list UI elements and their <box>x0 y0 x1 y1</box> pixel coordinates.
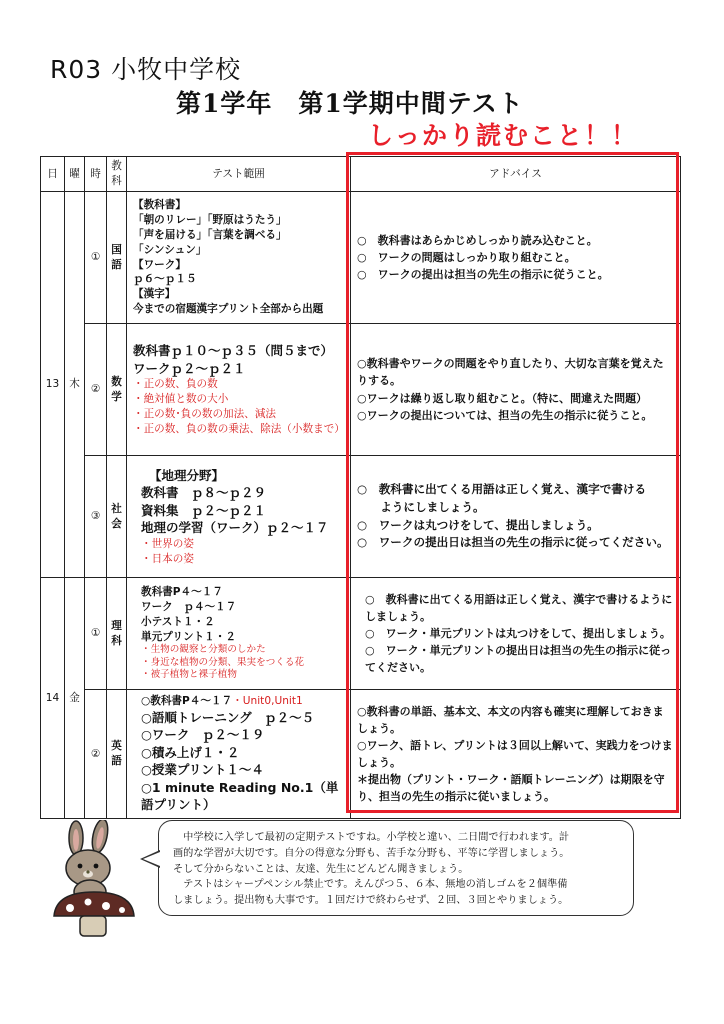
advice-line: ○ ワーク・単元プリントは丸つけをして、提出しましょう。 <box>365 626 671 640</box>
range-line: 地理の学習（ワーク）ｐ２～１７ <box>141 520 329 536</box>
advice-line: ○教科書の単語、基本文、本文の内容も確実に理解しておきましょう。 <box>357 704 664 735</box>
range-line: ワークｐ２～ｐ２１ <box>133 360 246 376</box>
header-day: 日 <box>41 157 65 192</box>
subject-cell <box>107 192 127 324</box>
range-line: 教科書ｐ１０～ｐ３５（問５まで） <box>133 343 334 359</box>
schedule-table <box>40 156 681 819</box>
period-cell: ② <box>85 690 107 819</box>
range-line: 小テスト１・２ <box>141 615 215 628</box>
range-cell <box>127 690 351 819</box>
range-topic: ・日本の姿 <box>141 552 194 565</box>
table-row <box>41 192 681 324</box>
range-topic: ・絶対値と数の大小 <box>133 393 229 406</box>
advice-line: ○ ワークは丸つけをして、提出しましょう。 <box>357 517 599 532</box>
advice-line: ようにしましょう。 <box>357 499 485 514</box>
range-line: 教科書P４～１７ <box>141 586 223 599</box>
range-line: 【ワーク】 <box>133 258 186 271</box>
period-cell: ② <box>85 324 107 456</box>
advice-line: ＊提出物（プリント・ワーク・語順トレーニング）は期限を守り、担当の先生の指示に従いましょう。 <box>357 772 665 803</box>
range-cell <box>127 578 351 690</box>
table-row <box>41 456 681 578</box>
range-topic: ・生物の観察と分類のしかた <box>141 644 266 656</box>
advice-line: ○ 教科書に出てくる用語は正しく覚え、漢字で書けるようにしましょう。 <box>365 592 673 623</box>
range-cell <box>127 324 351 456</box>
header-subject <box>107 157 127 192</box>
subject-text: 社会 <box>111 502 122 530</box>
range-line: 「朝のリレー」「野原はうたう」 <box>133 214 287 227</box>
range-line: 【漢字】 <box>133 288 176 301</box>
range-line: ○1 minute Reading No.1（単語プリント） <box>141 779 339 813</box>
message-line: しましょう。提出物も大事です。１回だけで終わらせず、２回、３回とやりましょう。 <box>173 895 569 907</box>
weekday-cell: 金 <box>65 578 85 819</box>
header-advice: アドバイス <box>351 157 681 192</box>
advice-line: ○ワークの提出については、担当の先生の指示に従うこと。 <box>357 408 653 422</box>
subject-text: 数学 <box>111 375 122 403</box>
range-cell <box>127 192 351 324</box>
period-cell: ③ <box>85 456 107 578</box>
range-line <box>141 694 344 709</box>
advice-line: ○ ワーク・単元プリントの提出日は担当の先生の指示に従ってください。 <box>365 644 672 675</box>
speech-bubble-tail-fill <box>143 852 160 866</box>
message-line: 画的な学習が大切です。自分の得意な分野も、苦手な分野も、平等に学習しましょう。 <box>173 847 570 859</box>
range-line: ○積み上げ１・２ <box>141 744 240 760</box>
range-line: ○ワーク ｐ２～１９ <box>141 727 265 743</box>
range-line: 単元プリント１・２ <box>141 630 236 643</box>
subject-cell <box>107 324 127 456</box>
header-range: テスト範囲 <box>127 157 351 192</box>
range-line: 「声を届ける」「言葉を調べる」 <box>133 228 287 241</box>
range-line: ワーク ｐ４～１７ <box>141 600 237 613</box>
range-line: 【地理分野】 <box>149 467 225 483</box>
advice-line: ○ ワークの提出日は担当の先生の指示に従ってください。 <box>357 535 669 550</box>
advice-line: ○教科書やワークの問題をやり直したり、大切な言葉を覚えたりする。 <box>357 357 664 388</box>
header-period: 時 <box>85 157 107 192</box>
weekday-cell: 木 <box>65 192 85 578</box>
message-line: そして分からないことは、友達、先生にどんどん聞きましょう。 <box>173 863 469 875</box>
period-cell: ① <box>85 578 107 690</box>
range-text: ○教科書P４～１７ <box>141 695 233 707</box>
table-row <box>41 690 681 819</box>
advice-line: ○ 教科書に出てくる用語は正しく覚え、漢字で書ける <box>357 481 647 496</box>
subject-cell <box>107 578 127 690</box>
range-line: 「シンシュン」 <box>133 243 207 256</box>
subject-cell <box>107 456 127 578</box>
message-line: テストはシャープペンシル禁止です。えんぴつ５、６本、無地の消しゴムを２個準備 <box>173 879 568 891</box>
range-line: 教科書 ｐ８～ｐ２９ <box>141 485 267 501</box>
range-topic: ・Unit0,Unit1 <box>232 695 303 707</box>
range-line: ｐ６～ｐ１５ <box>133 273 197 286</box>
range-topic: ・正の数･負の数の加法、減法 <box>133 408 277 420</box>
message-line: 中学校に入学して最初の定期テストですね。小学校と違い、二日間で行われます。計 <box>173 832 570 843</box>
advice-line: ○ワーク、語トレ、プリントは３回以上解いて、実践力をつけましょう。 <box>357 738 673 769</box>
range-line: ○授業プリント１～４ <box>141 762 264 778</box>
rabbit-mascot-icon <box>48 820 140 940</box>
table-header-row <box>41 157 681 192</box>
advice-cell <box>351 324 681 456</box>
subject-cell <box>107 690 127 819</box>
advice-line: ○ 教科書はあらかじめしっかり読み込むこと。 <box>357 233 598 247</box>
range-line: 資料集 ｐ２～ｐ２１ <box>141 502 267 518</box>
page-title: 第1学年 第1学期中間テスト <box>176 89 524 118</box>
range-topic: ・世界の姿 <box>141 537 194 550</box>
advice-cell <box>351 578 681 690</box>
table-row <box>41 324 681 456</box>
range-topic: ・身近な植物の分類、果実をつくる花 <box>141 656 305 668</box>
message-bubble <box>158 820 634 916</box>
school-name: R03 小牧中学校 <box>50 55 242 84</box>
table-row <box>41 578 681 690</box>
range-topic: ・正の数、負の数 <box>133 378 218 391</box>
header-weekday: 曜 <box>65 157 85 192</box>
advice-line: ○ワークは繰り返し取り組むこと。（特に、間違えた問題） <box>357 391 648 405</box>
day-cell: 14 <box>41 578 65 819</box>
range-topic: ・正の数、負の数の乗法、除法（小数まで） <box>133 422 345 435</box>
subject-text: 英語 <box>111 740 122 767</box>
range-line: ○語順トレーニング ｐ２～５ <box>141 709 315 725</box>
range-line: 【教科書】 <box>133 199 186 212</box>
day-cell: 13 <box>41 192 65 578</box>
advice-cell <box>351 456 681 578</box>
range-topic: ・被子植物と裸子植物 <box>141 669 237 681</box>
period-cell: ① <box>85 192 107 324</box>
subject-text: 理科 <box>111 619 122 647</box>
advice-line: ○ ワークの問題はしっかり取り組むこと。 <box>357 250 576 264</box>
header-subject-text: 教科 <box>111 160 122 187</box>
advice-cell <box>351 690 681 819</box>
advice-line: ○ ワークの提出は担当の先生の指示に従うこと。 <box>357 268 609 282</box>
advice-cell <box>351 192 681 324</box>
range-cell <box>127 456 351 578</box>
subject-text: 国語 <box>111 243 122 271</box>
range-line: 今までの宿題漢字プリント全部から出題 <box>133 302 324 315</box>
warning-text: しっかり読むこと！！ <box>368 121 639 150</box>
